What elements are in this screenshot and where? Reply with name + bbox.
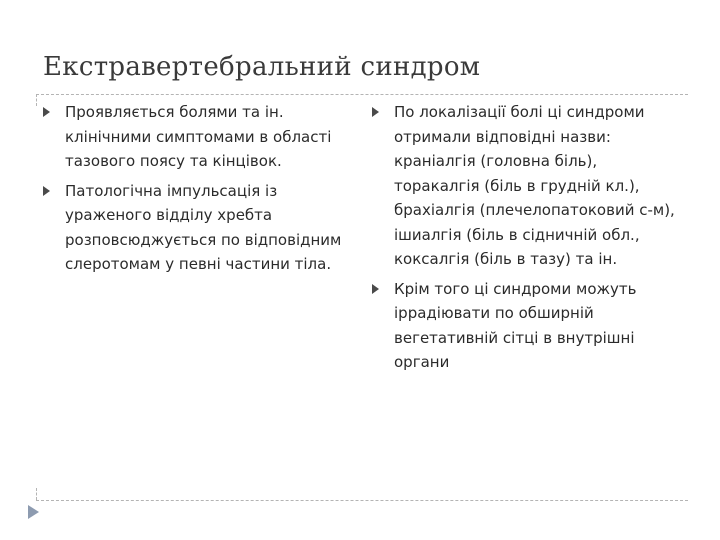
triangle-bullet-icon	[372, 284, 379, 294]
title-divider-tick	[36, 94, 38, 106]
list-item	[372, 100, 682, 272]
footer-divider	[36, 500, 688, 501]
bullet-text: Проявляється болями та ін. клінічними симптомами в області тазового поясу та кінцівок.	[65, 103, 332, 170]
list-item	[43, 100, 353, 174]
left-bullet-list	[43, 100, 353, 282]
next-slide-arrow-icon[interactable]	[28, 505, 39, 519]
bullet-text: По локалізації болі ці синдроми отримали відповідні назви: краніалгія (головна біль), торакалгія (біль в грудній кл.), брахіалгія (плечелопатоковий с-м), ішиалгія (біль в сідничній обл., коксалгія (біль в тазу) та ін.	[394, 103, 675, 268]
right-bullet-list	[372, 100, 682, 380]
title-divider	[36, 94, 688, 95]
bullet-text: Крім того ці синдроми можуть іррадіювати по обширній вегетативній сітці в внутрішні органи	[394, 279, 637, 371]
footer-divider-tick	[36, 488, 38, 500]
list-item	[372, 277, 682, 375]
triangle-bullet-icon	[372, 107, 379, 117]
list-item	[43, 179, 353, 277]
triangle-bullet-icon	[43, 107, 50, 117]
triangle-bullet-icon	[43, 186, 50, 196]
slide-title: Екстравертебральний синдром	[43, 52, 481, 82]
bullet-text: Патологічна імпульсація із ураженого відділу хребта розповсюджується по відповідним слеротомам у певні частини тіла.	[65, 181, 342, 273]
